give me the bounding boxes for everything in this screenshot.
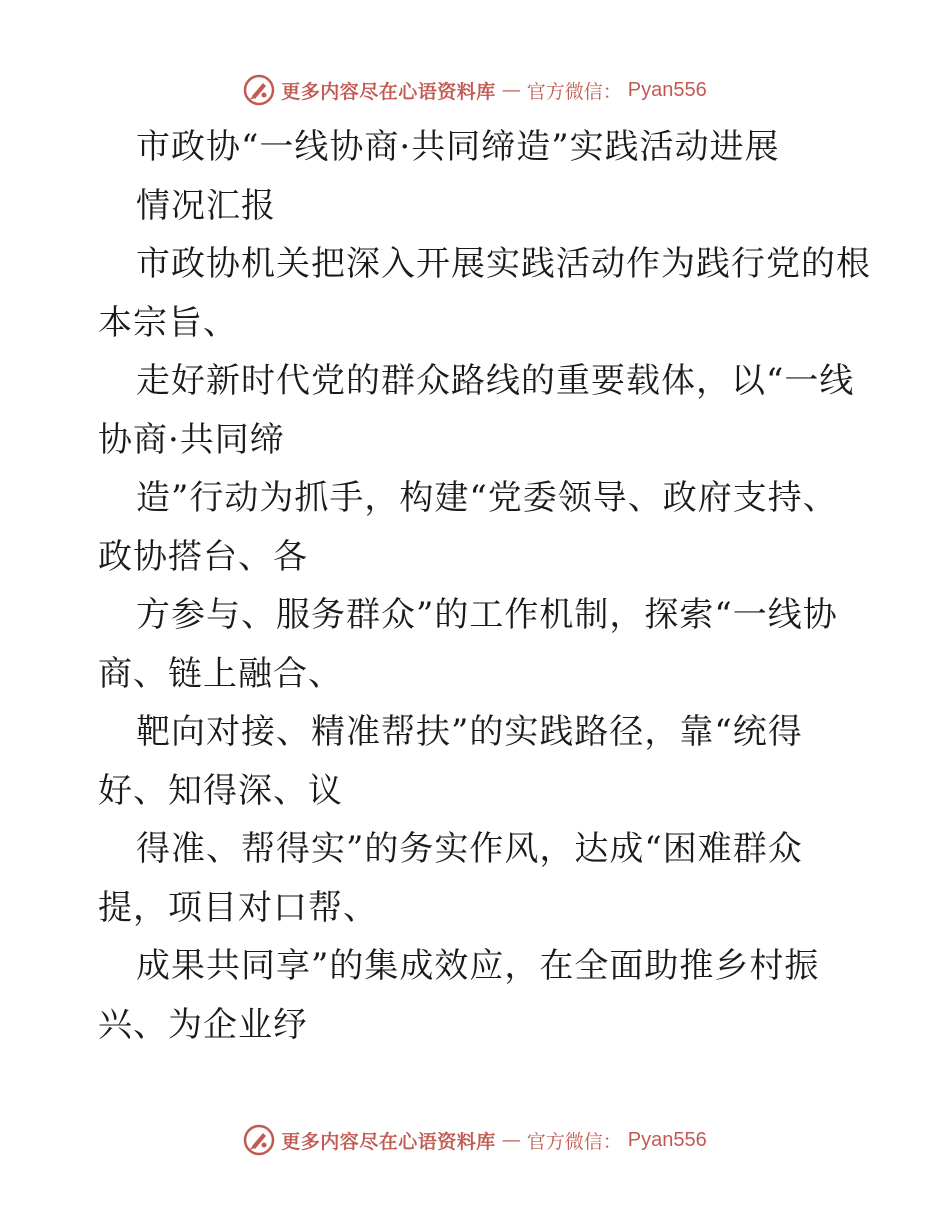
document-body	[98, 118, 871, 1054]
document-line: 本宗旨、	[98, 302, 238, 343]
banner-separator: —	[501, 1129, 521, 1151]
document-line: 方参与、服务群众”的工作机制，探索“一线协	[136, 595, 838, 635]
document-line: 政协搭台、各	[98, 536, 308, 577]
footer-banner	[0, 1120, 950, 1160]
document-line: 市政协“一线协商·共同缔造”实践活动进展	[136, 127, 780, 167]
document-line: 好、知得深、议	[98, 770, 343, 811]
red-logo-icon	[243, 1124, 275, 1156]
document-line: 情况汇报	[136, 185, 276, 226]
document-line: 走好新时代党的群众路线的重要载体，以“一线	[136, 361, 855, 401]
banner-wechat-id: Pyan556	[627, 1128, 707, 1151]
red-logo-icon	[243, 74, 275, 106]
document-line: 提，项目对口帮、	[98, 887, 378, 928]
banner-slogan: 更多内容尽在心语资料库	[281, 80, 496, 103]
document-line: 成果共同享”的集成效应，在全面助推乡村振	[136, 946, 820, 986]
banner-wechat-id: Pyan556	[627, 78, 707, 101]
document-line: 得准、帮得实”的务实作风，达成“困难群众	[136, 829, 803, 869]
document-line: 市政协机关把深入开展实践活动作为践行党的根	[136, 244, 871, 284]
banner-wechat-label: 官方微信：	[526, 80, 622, 103]
banner-slogan: 更多内容尽在心语资料库	[281, 1130, 496, 1153]
header-banner	[0, 70, 950, 110]
document-line: 靶向对接、精准帮扶”的实践路径，靠“统得	[136, 712, 803, 752]
document-line: 协商·共同缔	[98, 419, 285, 460]
banner-wechat-label: 官方微信：	[526, 1130, 622, 1153]
document-line: 商、链上融合、	[98, 653, 343, 694]
banner-separator: —	[501, 79, 521, 101]
document-line: 兴、为企业纾	[98, 1004, 308, 1045]
document-line: 造”行动为抓手，构建“党委领导、政府支持、	[136, 478, 838, 518]
